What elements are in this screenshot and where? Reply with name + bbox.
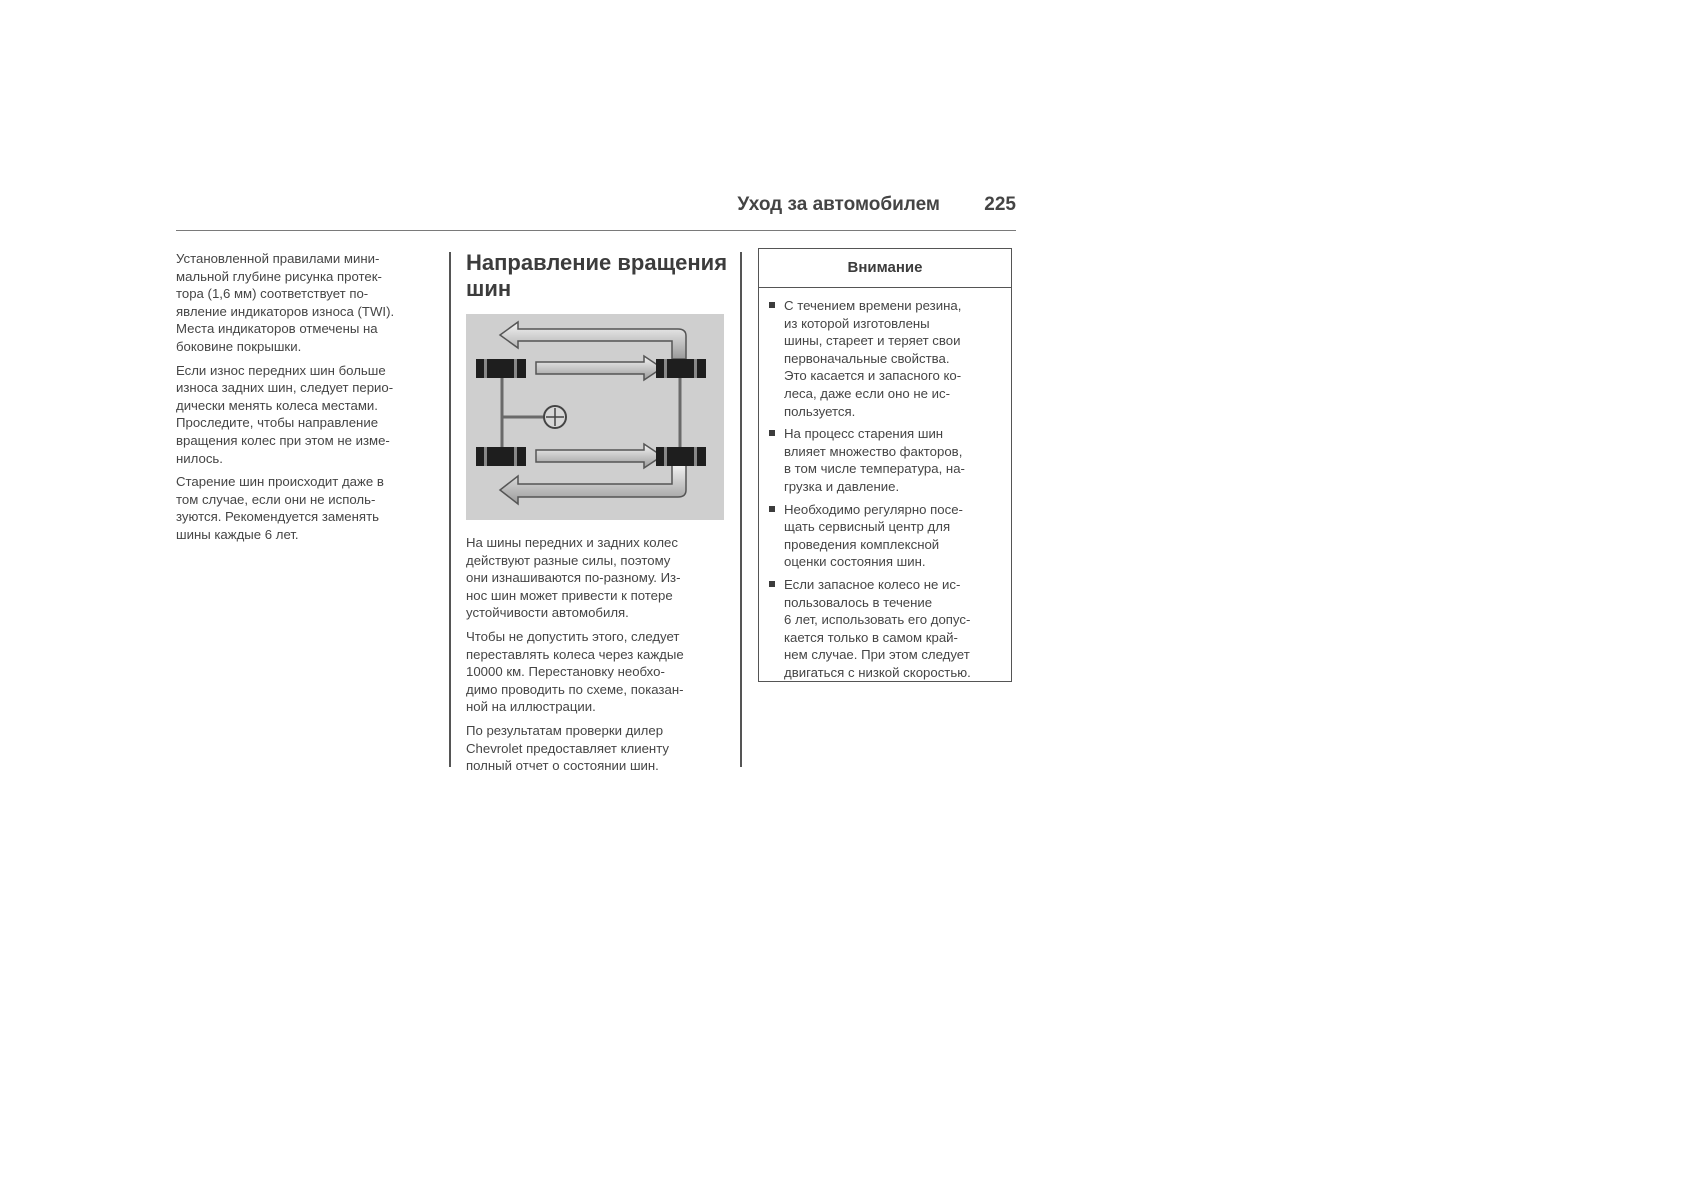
paragraph: Чтобы не допустить этого, следует переставлять колеса через каждые 10000 км. Перестановку необхо- димо проводить по схеме, показан- ной на иллюстрации. [466, 628, 684, 715]
warning-title: Внимание [759, 249, 1011, 288]
warning-item-text: Необходимо регулярно посе- щать сервисный центр для проведения комплексной оценки состояния шин. [784, 501, 963, 570]
bullet-icon [769, 506, 775, 512]
bullet-icon [769, 581, 775, 587]
tire-rotation-diagram-icon [466, 314, 724, 520]
paragraph: По результатам проверки дилер Chevrolet предоставляет клиенту полный отчет о состоянии шин. [466, 722, 669, 774]
tire-front-right [656, 359, 706, 378]
paragraph: Установленной правилами мини- мальной глубине рисунка протек- тора (1,6 мм) соответствует по- явление индикаторов износа (TWI). Места индикаторов отмечены на боковине покрышки. [176, 251, 395, 354]
section-heading: Направление вращения шин [466, 250, 728, 301]
page-number: 225 [984, 194, 1016, 215]
warning-item [769, 425, 1001, 495]
column-1 [176, 250, 438, 550]
paragraph: Если износ передних шин больше износа задних шин, следует перио- дически менять колеса местами. Проследите, чтобы направление вращения колес при этом не изме- нилось. [176, 362, 394, 466]
tire-rotation-figure [466, 314, 724, 520]
tire-front-left [476, 359, 526, 378]
bullet-icon [769, 430, 775, 436]
page-header [176, 190, 1016, 231]
column-divider [740, 252, 742, 767]
tire-rear-left [476, 447, 526, 466]
warning-item-text: С течением времени резина, из которой изготовлены шины, стареет и теряет свои первоначальные свойства. Это касается и запасного ко- леса, даже если оно не ис- пользуется. [784, 298, 962, 419]
column-divider [449, 252, 451, 767]
warning-item [769, 501, 1001, 571]
warning-item [769, 297, 1001, 420]
paragraph: Старение шин происходит даже в том случае, если они не исполь- зуются. Рекомендуется заменять шины каждые 6 лет. [176, 474, 384, 542]
tire-rear-right [656, 447, 706, 466]
warning-item-text: На процесс старения шин влияет множество факторов, в том числе температура, на- грузка и давление. [784, 426, 965, 494]
paragraph: На шины передних и задних колес действуют разные силы, поэтому они изнашиваются по-разному. Из- нос шин может привести к потере устойчивости автомобиля. [466, 535, 681, 621]
column-2 [466, 250, 728, 781]
warning-item [769, 576, 1001, 682]
warning-item-text: Если запасное колесо не ис- пользовалось в течение 6 лет, использовать его допус- кается только в самом край- нем случае. При этом следует двигаться с низкой скоростью. [784, 576, 971, 680]
warning-box [758, 248, 1012, 682]
section-title: Уход за автомобилем [737, 194, 940, 215]
warning-list [759, 288, 1011, 681]
bullet-icon [769, 302, 775, 308]
